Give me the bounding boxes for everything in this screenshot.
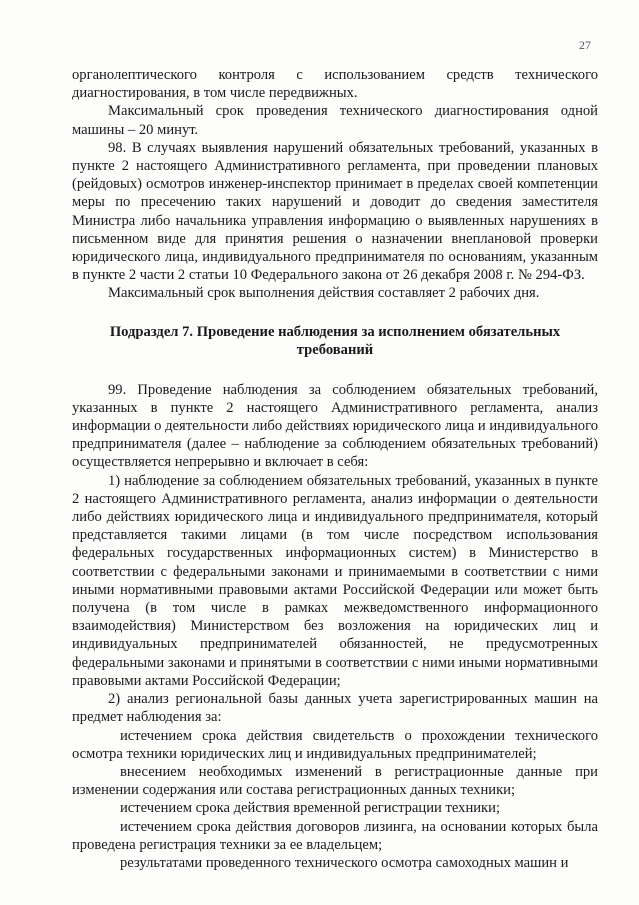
list-item-temp-registration: истечением срока действия временной регистрации техники; — [120, 800, 501, 817]
section-heading: Подраздел 7. Проведение наблюдения за исполнением обязательных требований — [109, 323, 561, 358]
list-item-inspection-results: результатами проведенного технического осмотра самоходных машин и — [120, 854, 569, 871]
document-body — [72, 66, 598, 872]
paragraph-max-time-diagnostics: Максимальный срок проведения технического диагностирования одной машины – 20 минут. — [72, 103, 598, 138]
paragraph-continued: органолептического контроля с использованием средств технического диагностирования, в том числе передвижных. — [72, 67, 598, 102]
paragraph-99: 99. Проведение наблюдения за соблюдением обязательных требований, указанных в пункте 2 настоящего Административного регламента, анализ информации о деятельности либо действиях юридического лица и индивидуального предпринимателя (далее – наблюдение за соблюдением обязательных требований) осуществляется непрерывно и включает в себя: — [72, 381, 598, 471]
list-item-registration-changes: внесением необходимых изменений в регистрационные данные при изменении содержания или состава регистрационных данных техники; — [72, 763, 598, 799]
list-item-leasing-expiry: истечением срока действия договоров лизинга, на основании которых была проведена регистрация техники за ее владельцем; — [72, 818, 598, 853]
paragraph-98: 98. В случаях выявления нарушений обязательных требований, указанных в пункте 2 настоящего Административного регламента, при проведении плановых (рейдовых) осмотров инженер-инспектор принимает в пределах своей компетенции меры по пресечению таких нарушений и доводит до сведения заместителя Министра либо начальника управления информацию о выявленных нарушениях в письменном виде для принятия решения о назначении внеплановой проверки юридического лица, индивидуального предпринимателя по основаниям, указанным в пункте 2 части 2 статьи 10 Федерального закона от 26 декабря 2008 г. № 294-ФЗ. — [72, 139, 598, 284]
paragraph-99-item-1: 1) наблюдение за соблюдением обязательных требований, указанных в пункте 2 настоящего Административного регламента, анализ информации о деятельности либо действиях юридического лица и индивидуального предпринимателя, который представляется такими лицами (в том числе посредством использования федеральных государственных информационных систем) в Министерство в соответствии с федеральными законами и принимаемыми в соответствии с ними иными нормативными правовыми актами Российской Федерации или может быть получена (в том числе в рамках межведомственного информационного взаимодействия) Министерством без возложения на юридических лиц и индивидуальных предпринимателей обязанностей, не предусмотренных федеральными законами и принятыми в соответствии с ними иными нормативными правовыми актами Российской Федерации; — [72, 472, 598, 689]
paragraph-99-item-2: 2) анализ региональной базы данных учета зарегистрированных машин на предмет наблюдения за: — [72, 691, 598, 726]
paragraph-max-time-action: Максимальный срок выполнения действия составляет 2 рабочих дня. — [108, 285, 540, 302]
page-number: 27 — [579, 38, 591, 52]
list-item-inspection-expiry: истечением срока действия свидетельств о прохождении технического осмотра техники юридических лиц и индивидуальных предпринимателей; — [72, 727, 598, 762]
